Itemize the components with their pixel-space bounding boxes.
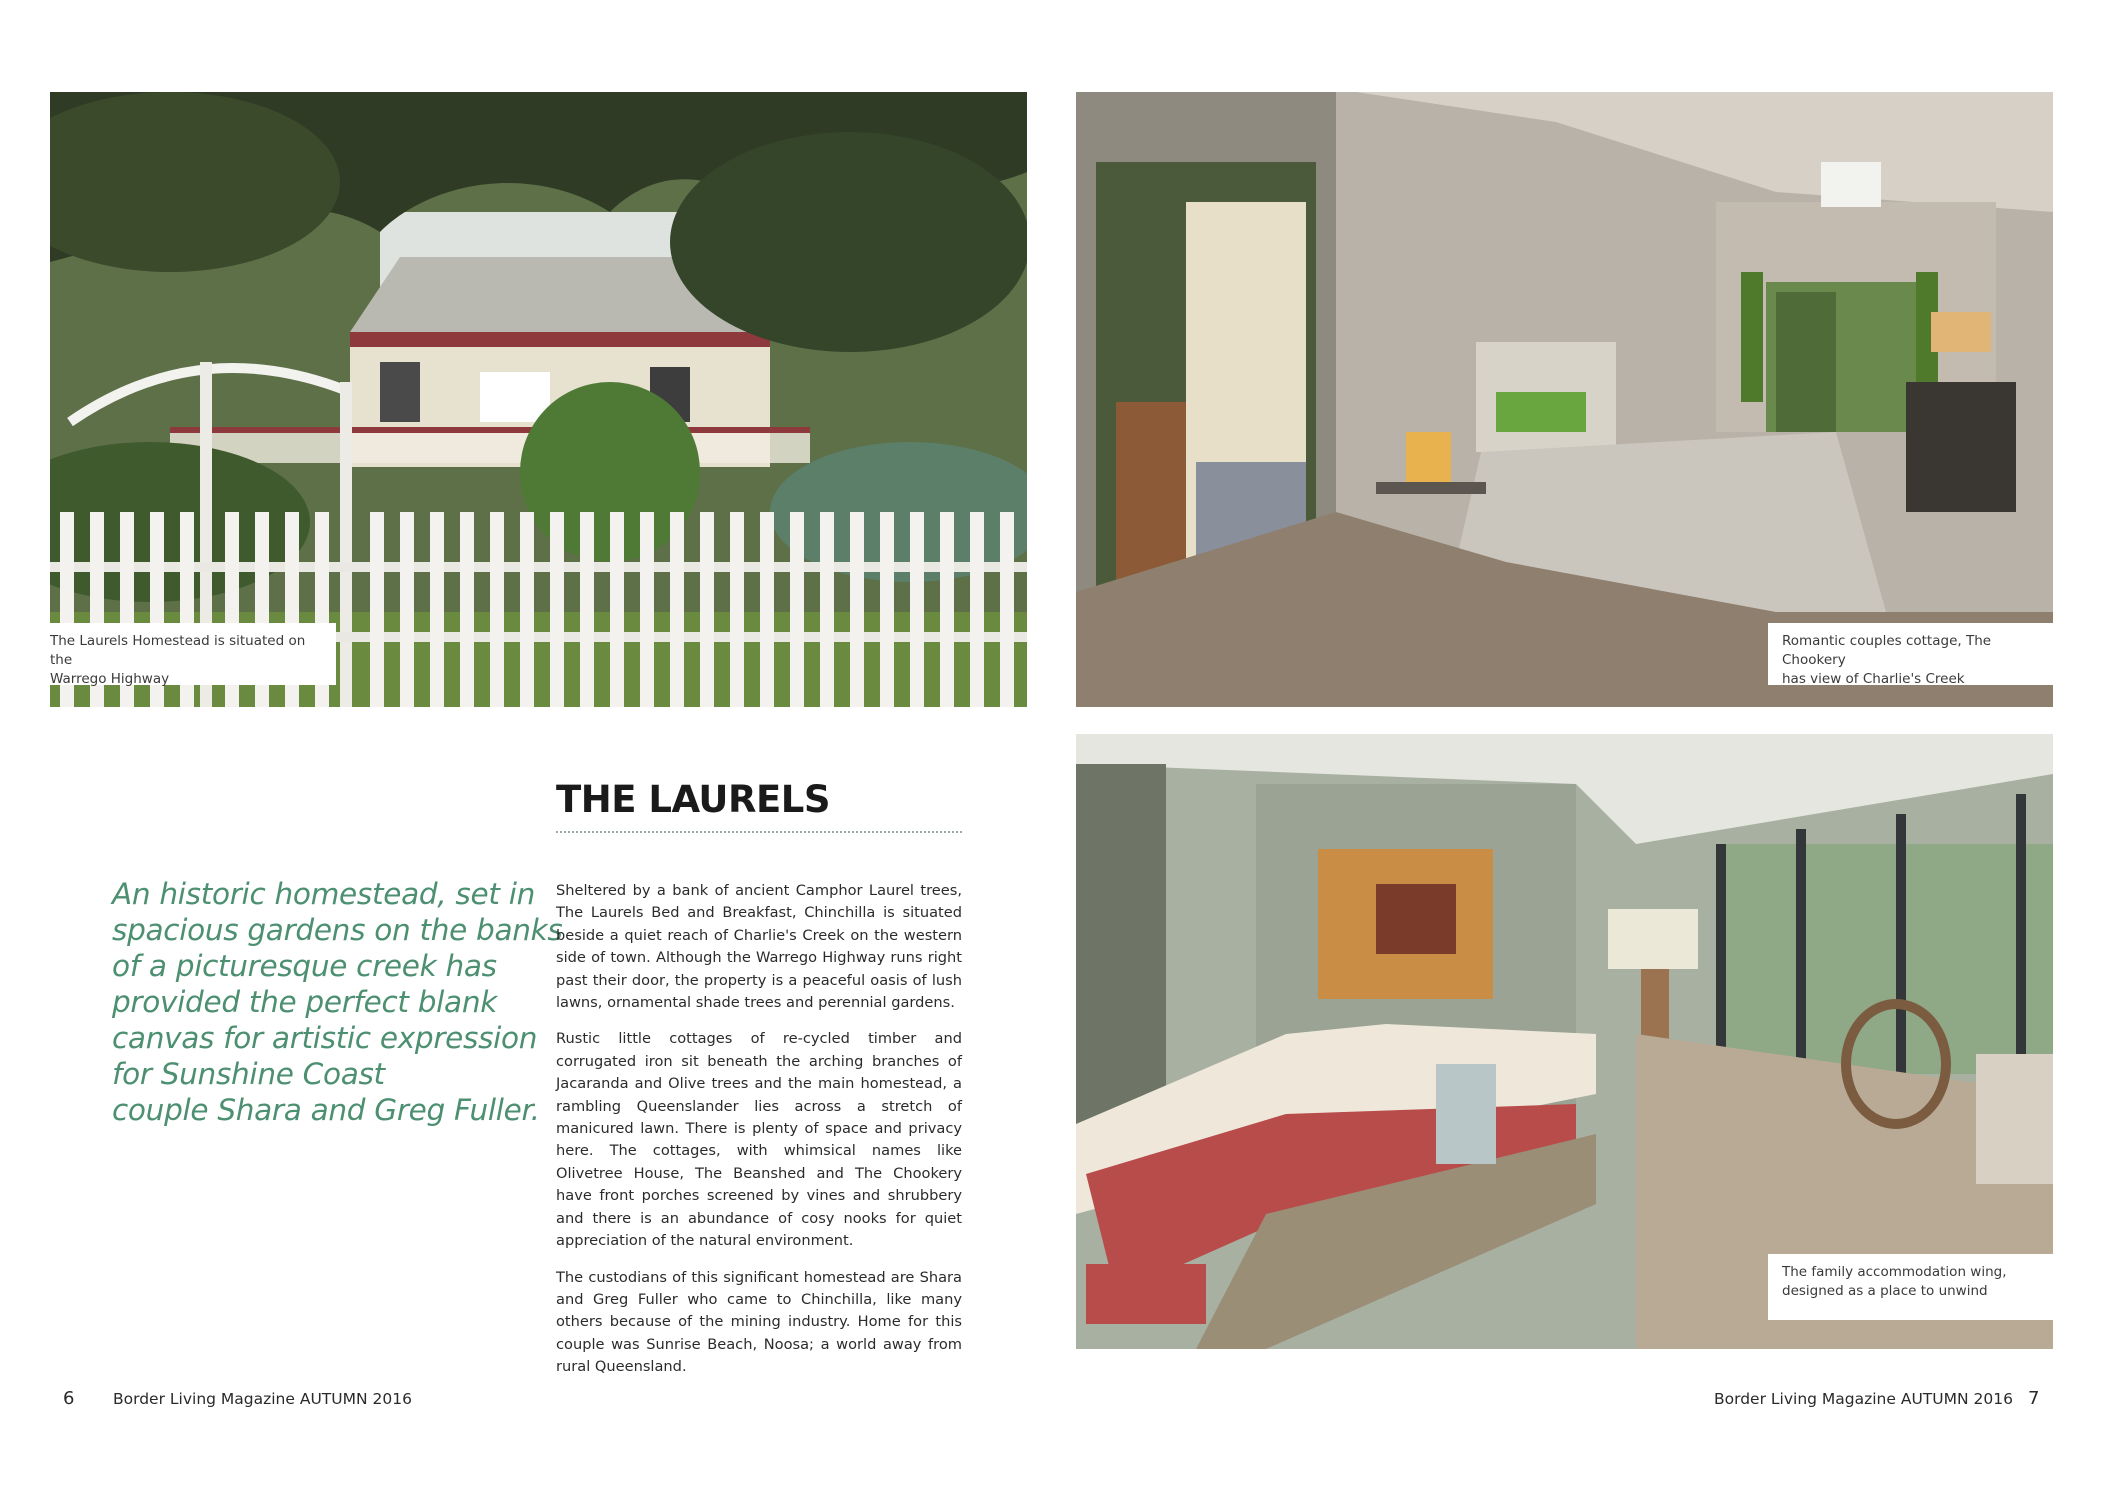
bedroom-photo-caption [1768, 623, 2053, 685]
title-divider [556, 831, 962, 833]
left-footer-text: Border Living Magazine AUTUMN 2016 [113, 1390, 412, 1408]
article-paragraph: Rustic little cottages of re-cycled timber and corrugated iron sit beneath the arching branches of Jacaranda and Olive trees and the main homestead, a rambling Queenslander lies across a stretch of manicured lawn. There is plenty of space and privacy here. The cottages, with whimsical names like Olivetree House, The Beanshed and The Chookery have front porches screened by vines and shrubbery and there is an abundance of cosy nooks for quiet appreciation of the natural environment. [556, 1030, 962, 1250]
article-paragraph: The custodians of this significant homestead are Shara and Greg Fuller who came to Chinchilla, like many others because of the mining industry. Home for this couple was Sunrise Beach, Noosa; a world away from rural Queensland. [556, 1268, 962, 1376]
pull-quote-line: An historic homestead, set in [112, 877, 535, 911]
right-page-number: 7 [2028, 1388, 2040, 1409]
caption-line: Romantic couples cottage, The Chookery [1782, 633, 1992, 668]
pull-quote-line: spacious gardens on the banks [112, 913, 563, 947]
article-paragraph: Sheltered by a bank of ancient Camphor Laurel trees, The Laurels Bed and Breakfast, Chinchilla is situated beside a quiet reach of Charlie's Creek on the western side of town. Although the Warrego Highway runs right past their door, the property is a peaceful oasis of lush lawns, ornamental shade trees and perennial gardens. [556, 882, 962, 1012]
pull-quote-line: for Sunshine Coast [112, 1057, 385, 1091]
pull-quote-line: couple Shara and Greg Fuller. [112, 1093, 540, 1127]
caption-line: The family accommodation wing, [1782, 1264, 2007, 1280]
right-footer-text: Border Living Magazine AUTUMN 2016 [1714, 1390, 2013, 1408]
homestead-garden-photo [50, 92, 1027, 707]
cottage-bedroom-photo [1076, 92, 2053, 707]
verandah-photo-caption [1768, 1254, 2053, 1320]
article-body [556, 880, 962, 1393]
caption-line: The Laurels Homestead is situated on the [50, 633, 306, 668]
pull-quote-line: provided the perfect blank [112, 985, 498, 1019]
left-page-number: 6 [63, 1388, 75, 1409]
homestead-photo-caption [50, 623, 336, 685]
caption-line: Warrego Highway [50, 671, 170, 687]
pull-quote [112, 876, 563, 1128]
pull-quote-line: canvas for artistic expression [112, 1021, 538, 1055]
caption-line: designed as a place to unwind [1782, 1283, 1988, 1299]
pull-quote-line: of a picturesque creek has [112, 949, 497, 983]
caption-line: has view of Charlie's Creek [1782, 671, 1965, 687]
article-title: THE LAURELS [556, 778, 830, 821]
